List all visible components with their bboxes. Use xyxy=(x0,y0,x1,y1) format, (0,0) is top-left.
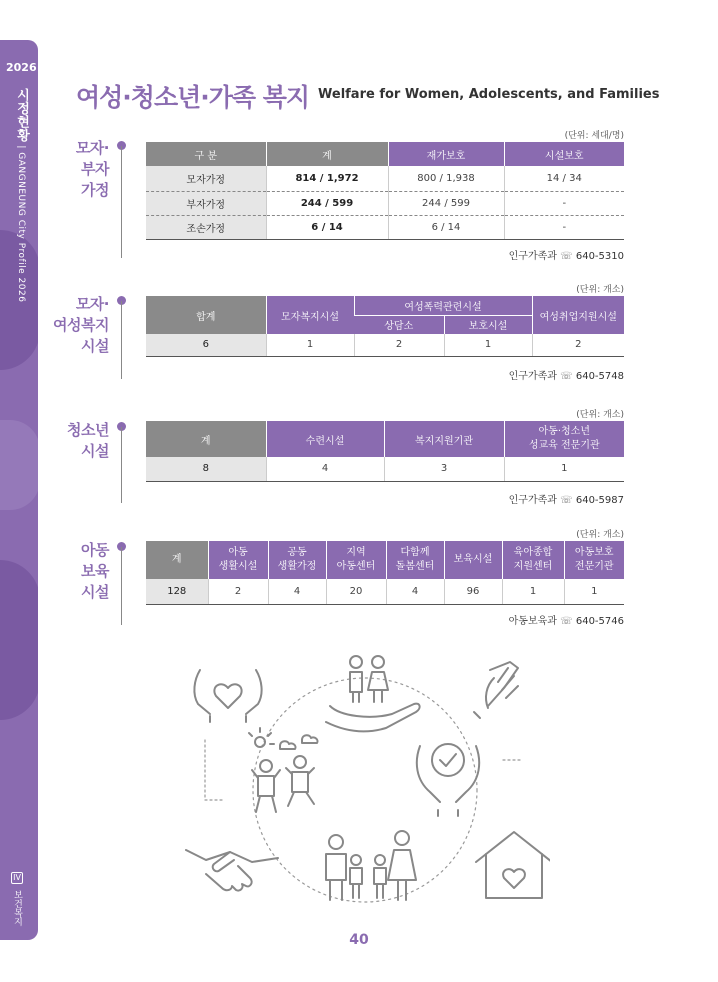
family-icon xyxy=(326,831,416,900)
header-line: 아동·청소년 xyxy=(538,426,590,437)
contact-info xyxy=(509,491,624,506)
table-row xyxy=(146,579,624,604)
header-child-protection-agency xyxy=(564,541,624,579)
label-line: 시설 xyxy=(81,337,109,355)
contact-phone: 640-5748 xyxy=(575,371,624,382)
header-line: 생활시설 xyxy=(218,561,258,572)
section-line xyxy=(121,301,122,379)
section-line xyxy=(121,146,122,258)
row-label: 모자가정 xyxy=(146,166,266,191)
header-total: 계 xyxy=(266,142,388,166)
women-welfare-table xyxy=(146,296,624,357)
section-label-youth-facility xyxy=(67,420,109,462)
header-home-care: 재가보호 xyxy=(388,142,504,166)
label-line: 보육 xyxy=(81,562,109,580)
children-on-hand-icon xyxy=(326,656,420,731)
side-tab xyxy=(0,40,38,940)
cell-total: 244 / 599 xyxy=(266,191,388,215)
unit-label: (단위: 개소) xyxy=(576,530,624,540)
label-line: 아동 xyxy=(81,541,109,559)
header-shelter: 보호시설 xyxy=(444,315,532,334)
table-row xyxy=(146,334,624,356)
header-line: 계 xyxy=(171,554,182,565)
header-daycare xyxy=(444,541,502,579)
table-row xyxy=(146,191,624,215)
cell: 800 / 1,938 xyxy=(388,166,504,191)
contact-phone: 640-5987 xyxy=(575,495,624,506)
cell-total: 814 / 1,972 xyxy=(266,166,388,191)
contact-phone: 640-5310 xyxy=(575,251,624,262)
phone-icon: ☏ xyxy=(560,616,573,627)
unit-label: (단위: 개소) xyxy=(576,285,624,295)
label-line: 여성복지 xyxy=(53,316,109,334)
section-label-single-parent xyxy=(76,138,109,201)
page-number: 40 xyxy=(349,932,369,948)
cell: 2 xyxy=(208,579,268,604)
dotted-connector xyxy=(205,740,225,800)
house-heart-icon xyxy=(476,832,550,898)
cell: 4 xyxy=(266,457,384,481)
cell: 2 xyxy=(532,334,624,356)
header-line: 보육시설 xyxy=(453,554,493,565)
header-total xyxy=(146,541,208,579)
cell: 4 xyxy=(386,579,444,604)
label-line: 모자· xyxy=(75,139,109,157)
header-category: 구 분 xyxy=(146,142,266,166)
family-welfare-illustration xyxy=(180,650,550,910)
hands-heart-icon xyxy=(194,670,261,722)
header-employment-facility: 여성취업지원시설 xyxy=(532,296,624,334)
contact-info xyxy=(509,247,624,262)
section-line xyxy=(121,547,122,625)
header-line: 생활가정 xyxy=(277,561,317,572)
header-welfare-agency: 복지지원기관 xyxy=(384,421,504,457)
cell: 96 xyxy=(444,579,502,604)
book-title: 시정현황 xyxy=(14,88,29,142)
cell: 14 / 34 xyxy=(504,166,624,191)
header-line: 아동센터 xyxy=(336,561,376,572)
header-line: 돌봄센터 xyxy=(395,561,435,572)
page-title-english: Welfare for Women, Adolescents, and Families xyxy=(318,87,660,102)
sidebar-year: 2026 xyxy=(6,61,37,74)
cell: 20 xyxy=(326,579,386,604)
single-parent-table xyxy=(146,142,624,240)
cell: 6 / 14 xyxy=(388,215,504,239)
cell: 4 xyxy=(268,579,326,604)
cell: 1 xyxy=(504,457,624,481)
header-line: 공동 xyxy=(287,547,307,558)
header-line: 아동보호 xyxy=(574,547,614,558)
sidebar-decoration xyxy=(0,420,38,510)
phone-icon: ☏ xyxy=(560,495,573,506)
dotted-circle xyxy=(253,678,477,902)
header-child-living-facility xyxy=(208,541,268,579)
header-line: 육아종합 xyxy=(513,547,553,558)
table-row xyxy=(146,166,624,191)
row-label: 조손가정 xyxy=(146,215,266,239)
header-line: 지원센터 xyxy=(513,561,553,572)
label-line: 청소년 xyxy=(67,421,109,439)
book-subtitle: GANGNEUNG City Profile 2026 xyxy=(16,152,26,303)
cell: 1 xyxy=(444,334,532,356)
header-violence-facility: 여성폭력관련시설 xyxy=(354,296,532,315)
cell: 2 xyxy=(354,334,444,356)
header-sex-education-agency xyxy=(504,421,624,457)
header-facility-care: 시설보호 xyxy=(504,142,624,166)
sidebar-book-title: 시정현황 | GANGNEUNG City Profile 2026 xyxy=(14,88,29,303)
header-local-child-center xyxy=(326,541,386,579)
header-mother-facility: 모자복지시설 xyxy=(266,296,354,334)
unit-label: (단위: 세대/명) xyxy=(564,131,624,141)
section-line xyxy=(121,427,122,503)
header-line: 전문기관 xyxy=(574,561,614,572)
youth-facility-table xyxy=(146,421,624,482)
header-total: 합계 xyxy=(146,296,266,334)
row-label: 부자가정 xyxy=(146,191,266,215)
header-line: 아동 xyxy=(228,547,248,558)
cell: - xyxy=(504,191,624,215)
hands-check-icon xyxy=(417,744,479,816)
table-row xyxy=(146,215,624,239)
table-row xyxy=(146,457,624,481)
contact-dept: 인구가족과 xyxy=(508,251,557,262)
header-care-center xyxy=(386,541,444,579)
sidebar-decoration xyxy=(0,560,38,720)
contact-info xyxy=(509,367,624,382)
label-line: 시설 xyxy=(81,583,109,601)
label-line: 시설 xyxy=(81,442,109,460)
childcare-facility-table xyxy=(146,541,624,605)
header-line: 다함께 xyxy=(400,547,430,558)
contact-dept: 인구가족과 xyxy=(508,371,557,382)
header-line: 성교육 전문기관 xyxy=(528,440,600,451)
kids-playing-icon xyxy=(249,728,318,812)
section-label-women-welfare xyxy=(53,294,109,357)
cell: 3 xyxy=(384,457,504,481)
contact-info xyxy=(509,612,624,627)
cell-total: 6 / 14 xyxy=(266,215,388,239)
label-line: 모자· xyxy=(75,295,109,313)
handshake-icon xyxy=(186,850,278,891)
phone-icon: ☏ xyxy=(560,371,573,382)
contact-phone: 640-5746 xyxy=(575,616,624,627)
header-group-home xyxy=(268,541,326,579)
cell-total: 128 xyxy=(146,579,208,604)
cell: 1 xyxy=(502,579,564,604)
header-childcare-support-center xyxy=(502,541,564,579)
header-line: 지역 xyxy=(346,547,366,558)
chapter-number: IV xyxy=(11,872,23,884)
cell-total: 6 xyxy=(146,334,266,356)
unit-label: (단위: 개소) xyxy=(576,410,624,420)
page-title: 여성·청소년·가족 복지 xyxy=(76,83,310,112)
chapter-title: 보건복지 xyxy=(12,889,22,926)
helping-hands-icon xyxy=(474,662,518,718)
header-counseling: 상담소 xyxy=(354,315,444,334)
section-label-childcare-facility xyxy=(81,540,109,603)
label-line: 가정 xyxy=(81,181,109,199)
cell: 244 / 599 xyxy=(388,191,504,215)
phone-icon: ☏ xyxy=(560,251,573,262)
header-training-facility: 수련시설 xyxy=(266,421,384,457)
header-total: 계 xyxy=(146,421,266,457)
cell: 1 xyxy=(564,579,624,604)
sidebar-chapter xyxy=(11,872,24,926)
label-line: 부자 xyxy=(81,160,109,178)
contact-dept: 아동보육과 xyxy=(508,616,557,627)
cell: - xyxy=(504,215,624,239)
contact-dept: 인구가족과 xyxy=(508,495,557,506)
cell-total: 8 xyxy=(146,457,266,481)
cell: 1 xyxy=(266,334,354,356)
